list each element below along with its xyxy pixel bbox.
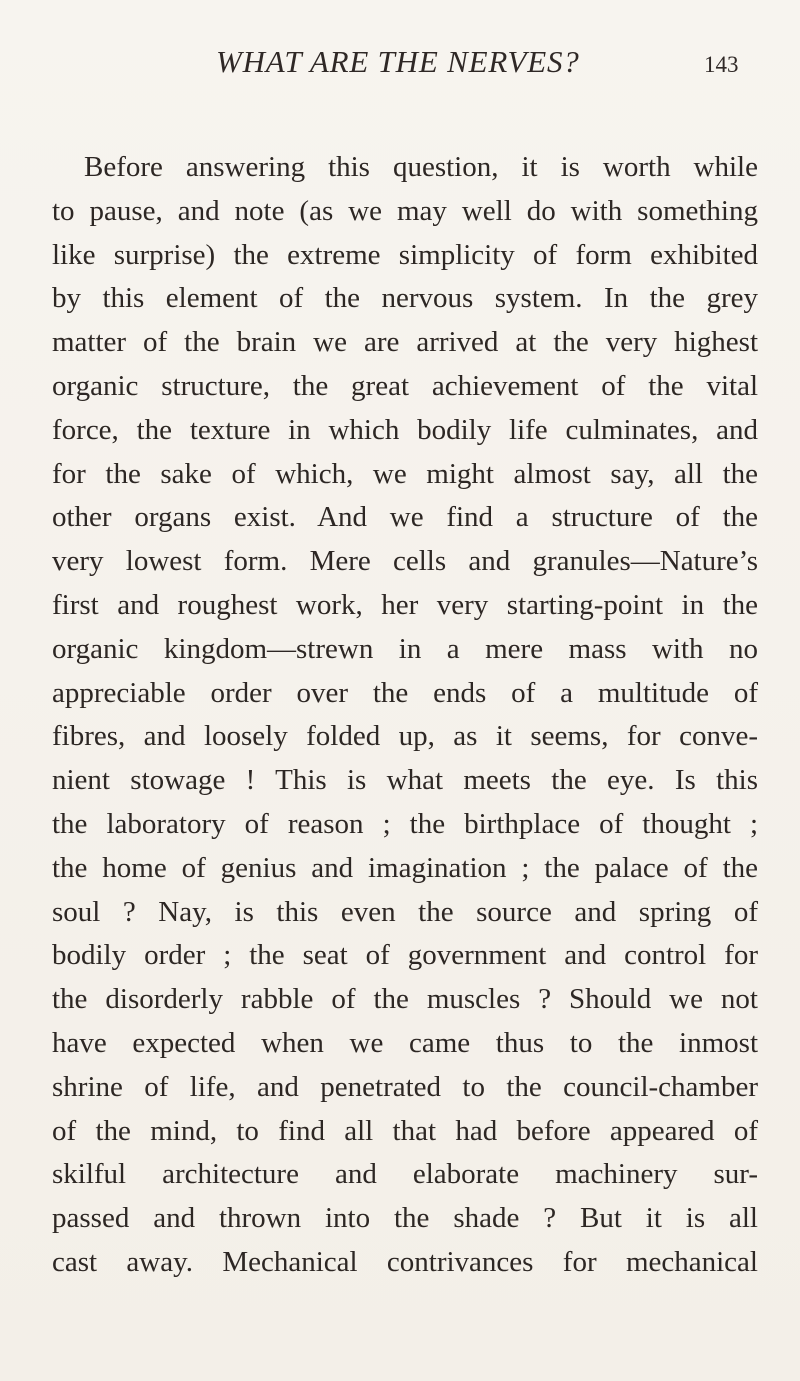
- page-number: 143: [704, 52, 739, 77]
- text-line: the disorderly rabble of the muscles ? Should we not: [52, 983, 758, 1016]
- text-line: skilful architecture and elaborate machinery sur-: [52, 1158, 758, 1191]
- text-line: organic structure, the great achievement of the vital: [52, 369, 758, 402]
- text-line: very lowest form. Mere cells and granules—Nature’s: [52, 545, 758, 578]
- text-line: force, the texture in which bodily life culminates, and: [52, 413, 758, 446]
- text-line: nient stowage ! This is what meets the eye. Is this: [52, 764, 758, 797]
- text-line: fibres, and loosely folded up, as it seems, for conve-: [52, 720, 758, 753]
- body-text: [52, 146, 758, 1285]
- text-line: bodily order ; the seat of government and control for: [52, 939, 758, 972]
- text-line: organic kingdom—strewn in a mere mass with no: [52, 632, 758, 665]
- text-line: soul ? Nay, is this even the source and spring of: [52, 895, 758, 928]
- running-head: WHAT ARE THE NERVES?: [216, 44, 580, 79]
- text-line: passed and thrown into the shade ? But it is all: [52, 1202, 758, 1235]
- text-line: cast away. Mechanical contrivances for mechanical: [52, 1245, 758, 1278]
- text-line: like surprise) the extreme simplicity of form exhibited: [52, 238, 758, 271]
- text-line: by this element of the nervous system. In the grey: [52, 282, 758, 315]
- text-line: matter of the brain we are arrived at the very highest: [52, 326, 758, 359]
- text-line: for the sake of which, we might almost say, all the: [52, 457, 758, 490]
- text-line: the home of genius and imagination ; the palace of the: [52, 851, 758, 884]
- text-line: Before answering this question, it is worth while: [84, 151, 758, 183]
- text-line: the laboratory of reason ; the birthplace of thought ;: [52, 807, 758, 840]
- text-line: first and roughest work, her very starting-point in the: [52, 588, 758, 621]
- text-line: other organs exist. And we find a structure of the: [52, 501, 758, 534]
- text-line: shrine of life, and penetrated to the council-chamber: [52, 1070, 758, 1103]
- text-line: have expected when we came thus to the inmost: [52, 1026, 758, 1059]
- text-line: of the mind, to find all that had before appeared of: [52, 1114, 758, 1147]
- text-line: to pause, and note (as we may well do with something: [52, 194, 758, 227]
- text-line: appreciable order over the ends of a multitude of: [52, 676, 758, 709]
- page-header: [0, 44, 800, 84]
